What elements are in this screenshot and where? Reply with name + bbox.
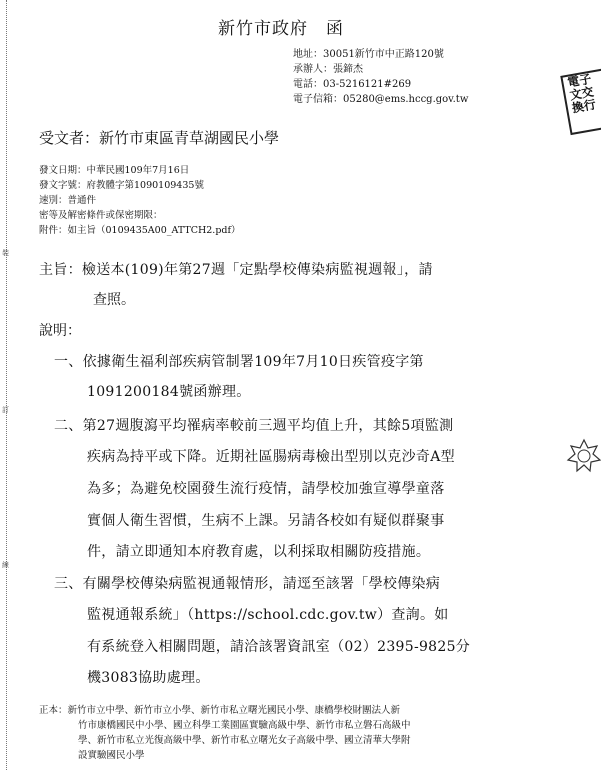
cc-line: 竹市康橋國民中小學、國立科學工業園區實驗高級中學、新竹市私立磐石高級中 [78, 720, 411, 731]
cc-line: 正本：新竹市立中學、新竹市立小學、新竹市私立曙光國民小學、康橋學校財團法人新 [39, 705, 401, 716]
doc-number: 發文字號：府教體字第1090109435號 [39, 180, 204, 191]
explanation-label: 說明： [39, 323, 81, 339]
attachment: 附件：如主旨（0109435A00_ATTCH2.pdf） [39, 225, 241, 236]
binding-mark: 線 [2, 561, 9, 569]
subject-continued: 查照。 [93, 292, 135, 308]
explanation-item-2-line: 為多；為避免校園發生流行疫情，請學校加強宣導學童落 [87, 481, 445, 497]
secrecy: 密等及解密條件或保密期限： [39, 210, 163, 221]
exchange-stamp: 電子 文交 換行 [560, 65, 601, 135]
binding-mark: 訂 [2, 406, 9, 414]
explanation-item-1-line: 1091200184號函辦理。 [87, 384, 251, 400]
cc-line: 學、新竹市私立光復高級中學、新竹市私立曙光女子高級中學、國立清華大學附 [78, 735, 411, 746]
explanation-item-3-line: 監視通報系統」（https://school.cdc.gov.tw）查詢。如 [87, 607, 449, 623]
phone: 電話：03-5216121#269 [293, 79, 412, 90]
explanation-item-2-line: 疾病為持平或下降。近期社區腸病毒檢出型別以克沙奇A型 [87, 449, 455, 465]
contact-person: 承辦人：張鍗杰 [293, 64, 363, 75]
cc-line: 設實驗國民小學 [78, 750, 145, 761]
explanation-item-2-line: 件，請立即通知本府教育處，以利採取相關防疫措施。 [87, 544, 431, 560]
issue-date: 發文日期：中華民國109年7月16日 [39, 165, 190, 176]
explanation-item-1-line: 一、依據衛生福利部疾病管制署109年7月10日疾管疫字第 [54, 354, 424, 370]
explanation-item-2-line: 二、第27週腹瀉平均罹病率較前三週平均值上升，其餘5項監測 [54, 418, 454, 434]
subject: 主旨：檢送本(109)年第27週「定點學校傳染病監視週報」，請 [39, 262, 433, 278]
binding-line [6, 0, 7, 770]
email: 電子信箱：05280@ems.hccg.gov.tw [293, 94, 469, 105]
binding-mark: 裝 [2, 249, 9, 257]
recipient: 受文者：新竹市東區青草湖國民小學 [39, 129, 280, 147]
explanation-item-3-line: 三、有關學校傳染病監視通報情形，請逕至該署「學校傳染病 [54, 576, 441, 592]
explanation-item-3-line: 機3083協助處理。 [87, 670, 210, 686]
speed: 速別：普通件 [39, 195, 97, 206]
document-title: 新竹市政府 函 [218, 19, 344, 39]
explanation-item-2-line: 實個人衛生習慣，生病不上課。另請各校如有疑似群聚事 [87, 513, 445, 529]
explanation-item-3-line: 有系統登入相關問題，請洽該署資訊室（02）2395-9825分 [87, 639, 471, 655]
seal-icon [566, 438, 601, 474]
address: 地址：30051新竹市中正路120號 [293, 49, 444, 60]
